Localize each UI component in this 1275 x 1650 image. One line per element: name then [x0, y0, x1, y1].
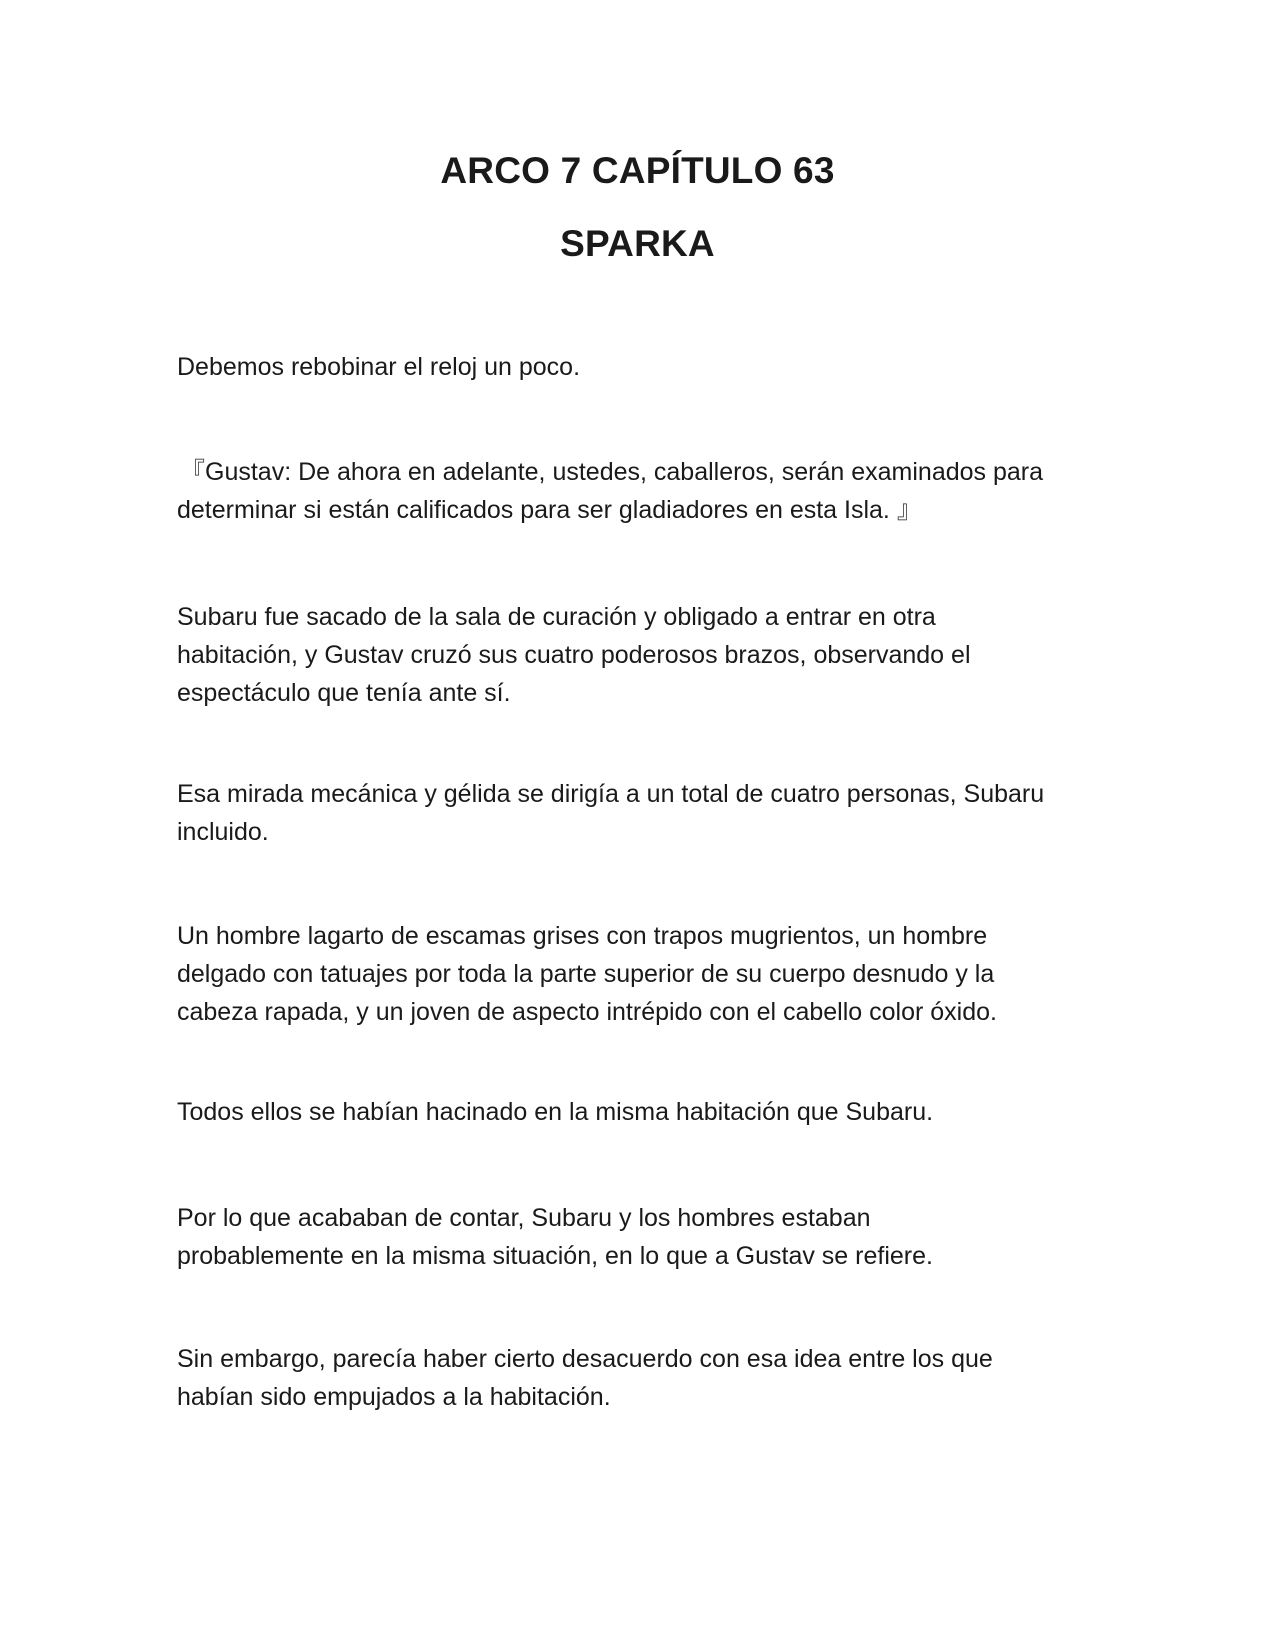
paragraph [177, 1093, 1107, 1131]
paragraph [177, 348, 1107, 386]
text-line: Sin embargo, parecía haber cierto desacuerdo con esa idea entre los que [177, 1345, 993, 1373]
text-line: probablemente en la misma situación, en lo que a Gustav se refiere. [177, 1242, 933, 1270]
text-line: 『Gustav: De ahora en adelante, ustedes, caballeros, serán examinados para [180, 458, 1044, 486]
paragraph [177, 1199, 1107, 1275]
paragraph [177, 917, 1107, 1031]
paragraph-dialogue [177, 453, 1110, 529]
text-line: habían sido empujados a la habitación. [177, 1383, 611, 1411]
paragraph [177, 598, 1107, 712]
chapter-subtitle: SPARKA [560, 223, 715, 264]
text-line: Debemos rebobinar el reloj un poco. [177, 353, 581, 381]
paragraph [177, 1340, 1107, 1416]
text-line: habitación, y Gustav cruzó sus cuatro poderosos brazos, observando el [177, 641, 971, 669]
text-line: Un hombre lagarto de escamas grises con trapos mugrientos, un hombre [177, 922, 988, 950]
text-line: incluido. [177, 818, 269, 846]
paragraph [177, 775, 1107, 851]
text-line: delgado con tatuajes por toda la parte superior de su cuerpo desnudo y la [177, 960, 995, 988]
chapter-title: ARCO 7 CAPÍTULO 63 [440, 150, 835, 191]
text-line: espectáculo que tenía ante sí. [177, 679, 511, 707]
text-line: Todos ellos se habían hacinado en la misma habitación que Subaru. [177, 1098, 934, 1126]
text-line: Esa mirada mecánica y gélida se dirigía a un total de cuatro personas, Subaru [177, 780, 1045, 808]
text-line: Por lo que acababan de contar, Subaru y los hombres estaban [177, 1204, 871, 1232]
text-line: Subaru fue sacado de la sala de curación y obligado a entrar en otra [177, 603, 936, 631]
text-line: cabeza rapada, y un joven de aspecto intrépido con el cabello color óxido. [177, 998, 997, 1026]
text-line: determinar si están calificados para ser gladiadores en esta Isla. 』 [177, 496, 922, 524]
